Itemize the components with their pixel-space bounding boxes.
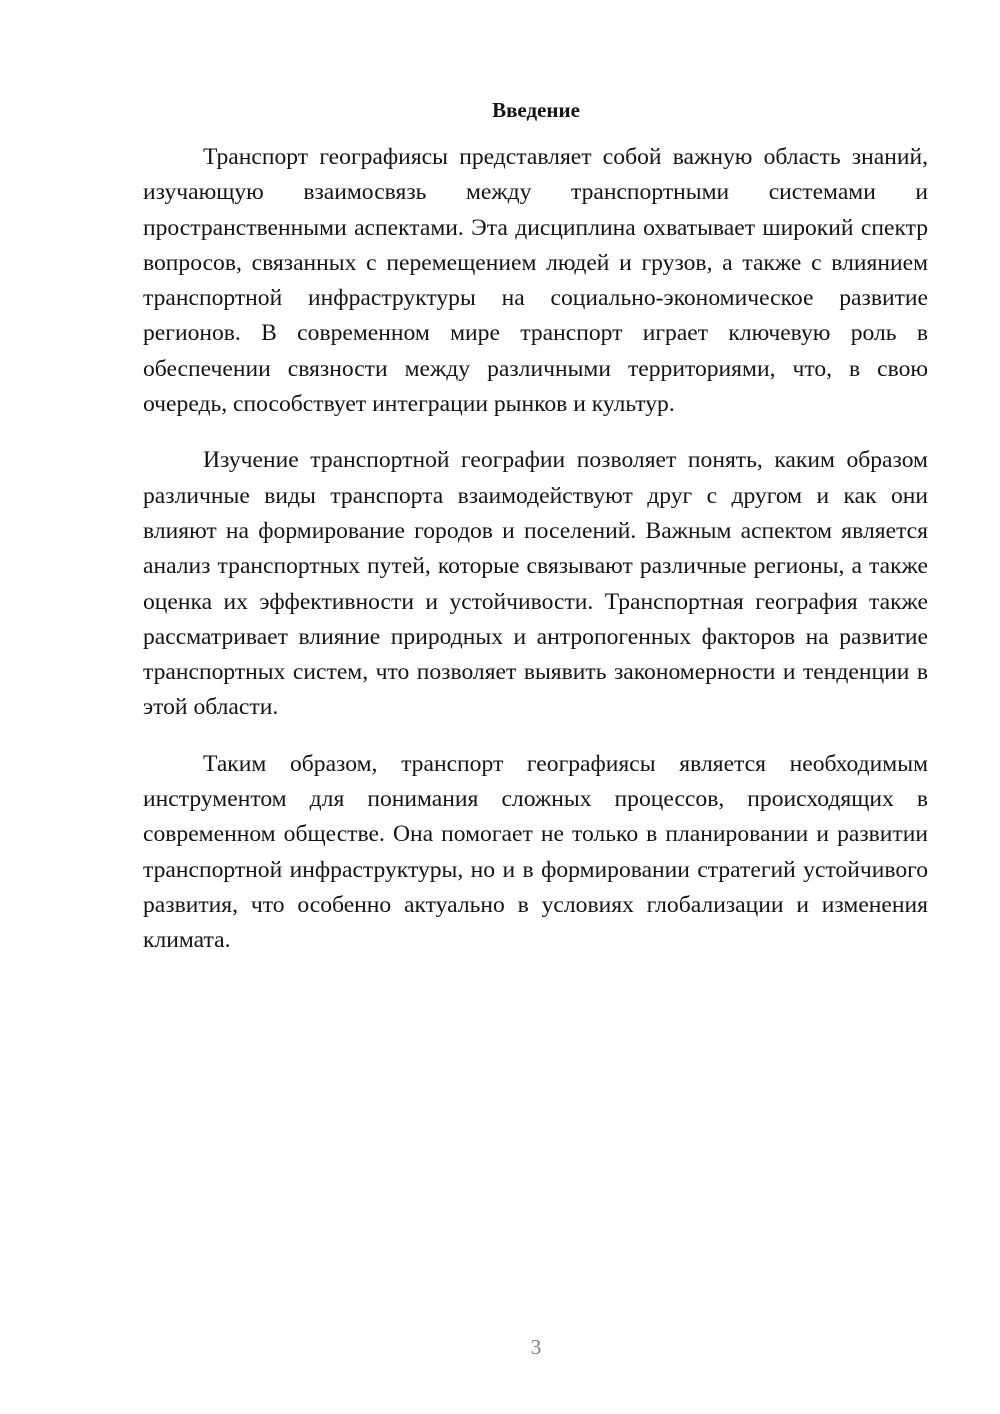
section-heading: Введение bbox=[492, 98, 580, 122]
body-text bbox=[143, 140, 928, 980]
paragraph-3: Таким образом, транспорт географиясы является необходимым инструментом для понимания сложных процессов, происходящих в современном обществе. Она помогает не только в планировании и развитии транспортной инфраструктуры, но и в формировании стратегий устойчивого развития, что особенно актуально в условиях глобализации и изменения климата. bbox=[143, 750, 928, 954]
paragraph-1: Транспорт географиясы представляет собой важную область знаний, изучающую взаимосвязь между транспортными системами и пространственными аспектами. Эта дисциплина охватывает широкий спектр вопросов, связанных с перемещением людей и грузов, а также с влиянием транспортной инфраструктуры на социально-экономическое развитие регионов. В современном мире транспорт играет ключевую роль в обеспечении связности между различными территориями, что, в свою очередь, способствует интеграции рынков и культур. bbox=[143, 144, 928, 418]
page-number: 3 bbox=[530, 1335, 542, 1359]
paragraph-2: Изучение транспортной географии позволяет понять, каким образом различные виды транспорта взаимодействуют друг с другом и как они влияют на формирование городов и поселений. Важным аспектом является анализ транспортных путей, которые связывают различные регионы, а также оценка их эффективности и устойчивости. Транспортная география также рассматривает влияние природных и антропогенных факторов на развитие транспортных систем, что позволяет выявить закономерности и тенденции в этой области. bbox=[143, 447, 928, 721]
